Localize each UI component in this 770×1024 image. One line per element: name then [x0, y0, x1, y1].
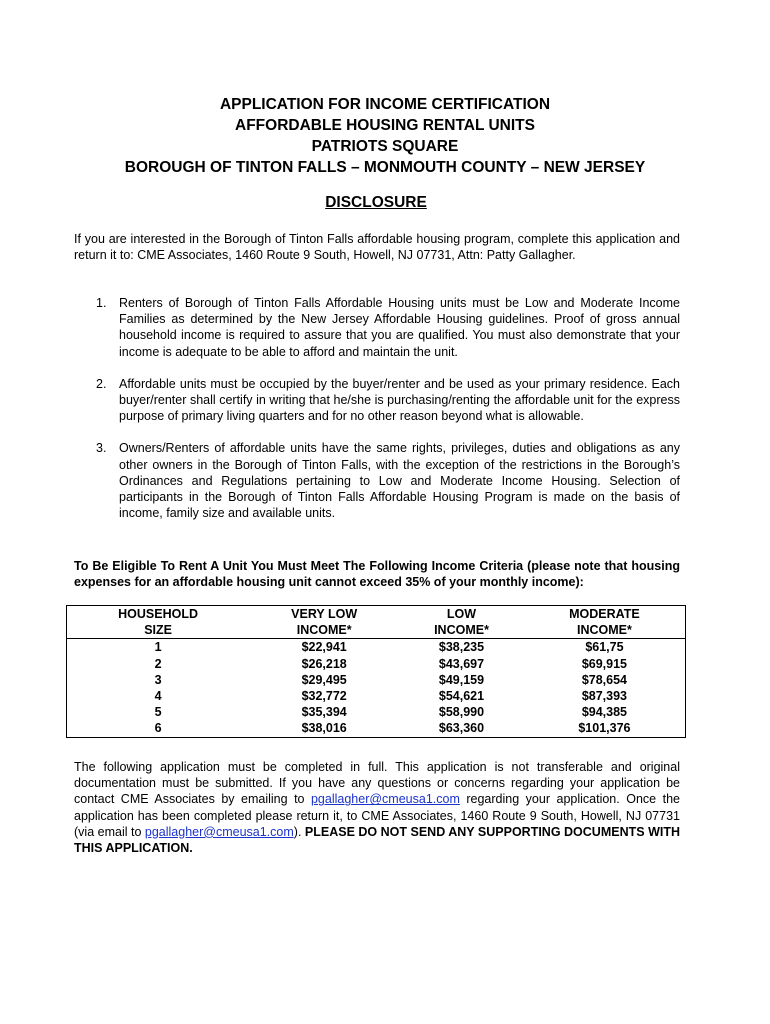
- table-row: [67, 672, 686, 688]
- list-item-number: 3.: [96, 441, 107, 456]
- closing-text-part2: regarding your application. Once the application has been completed please return it, to CME Associates, 1460 Route 9 South, Howell, NJ 07731 (via email to: [74, 792, 680, 839]
- table-cell: 1: [67, 639, 250, 656]
- list-item-number: 2.: [96, 376, 107, 391]
- table-cell: 4: [67, 688, 250, 704]
- table-row: [67, 688, 686, 704]
- table-cell: $22,941: [301, 640, 347, 655]
- table-cell: $87,393: [524, 688, 686, 704]
- table-cell: $101,376: [524, 720, 686, 737]
- header-low-income: LOW INCOME*: [399, 606, 524, 639]
- header-household-size: HOUSEHOLD SIZE: [67, 606, 250, 639]
- table-cell: $69,915: [524, 656, 686, 672]
- email-link[interactable]: pgallagher@cmeusa1.com: [310, 792, 460, 807]
- table-row: [67, 656, 686, 672]
- table-cell: 6: [67, 720, 250, 737]
- table-cell: $29,495: [301, 672, 347, 687]
- disclosure-heading: DISCLOSURE: [325, 194, 427, 211]
- list-item-text: Renters of Borough of Tinton Falls Affordable Housing units must be Low and Moderate Income Families as determined by the New Jersey Affordable Housing guidelines. Proof of gross annual household income is required to assure that you are qualified. You must also demonstrate that your income is adequate to be able to afford and maintain the unit.: [119, 296, 680, 359]
- table-row: [67, 704, 686, 720]
- header-very-low-income: VERY LOW INCOME*: [249, 606, 399, 639]
- closing-paragraph: [74, 759, 680, 856]
- table-header-row: [67, 606, 686, 639]
- header-moderate-income: MODERATE INCOME*: [524, 606, 686, 639]
- title-line-4: BOROUGH OF TINTON FALLS – MONMOUTH COUNTY – NEW JERSEY: [124, 159, 646, 176]
- income-criteria-note: To Be Eligible To Rent A Unit You Must Meet The Following Income Criteria (please note that housing expenses for an affordable housing unit cannot exceed 35% of your monthly income):: [74, 559, 680, 590]
- table-row: [67, 639, 686, 656]
- intro-paragraph: If you are interested in the Borough of Tinton Falls affordable housing program, complete this application and return it to: CME Associates, 1460 Route 9 South, Howell, NJ 07731, Attn: Patty Gallagher.: [74, 232, 680, 263]
- table-cell: 5: [67, 704, 250, 720]
- list-item: [74, 376, 680, 425]
- list-item: [74, 295, 680, 360]
- table-cell: $54,621: [438, 689, 485, 704]
- title-line-2: AFFORDABLE HOUSING RENTAL UNITS: [235, 117, 535, 134]
- list-item-number: 1.: [96, 296, 107, 310]
- document-title: [0, 94, 770, 178]
- closing-text-part1: The following application must be completed in full. This application is not transferable and original documentation must be submitted. If you have any questions or concerns regarding your application be contact CME Associates by emailing to: [74, 760, 680, 807]
- no-supporting-docs-notice: PLEASE DO NOT SEND ANY SUPPORTING DOCUMENTS WITH THIS APPLICATION.: [74, 824, 681, 856]
- table-cell: $94,385: [524, 704, 686, 720]
- table-cell: $61,75: [524, 639, 686, 656]
- table-cell: $63,360: [399, 720, 524, 737]
- email-link-return[interactable]: pgallagher@cmeusa1.com: [144, 824, 294, 839]
- table-cell: $49,159: [438, 672, 485, 687]
- table-cell: $58,990: [438, 705, 485, 720]
- disclosure-list: [74, 295, 680, 537]
- table-cell: $43,697: [438, 656, 485, 671]
- table-cell: 2: [67, 656, 250, 672]
- table-cell: $38,016: [249, 720, 399, 737]
- table-cell: $78,654: [524, 672, 686, 688]
- table-cell: 3: [67, 672, 250, 688]
- table-cell: $38,235: [438, 640, 485, 655]
- list-item: [74, 440, 680, 521]
- table-cell: $32,772: [301, 689, 347, 704]
- table-cell: $35,394: [301, 705, 347, 720]
- closing-text-part3: ).: [293, 824, 305, 839]
- title-line-1: APPLICATION FOR INCOME CERTIFICATION: [219, 96, 551, 113]
- list-item-text: Owners/Renters of affordable units have the same rights, privileges, duties and obligations as any other owners in the Borough of Tinton Falls, with the exception of the restrictions in the Borough’s Ordinances and Regulations pertaining to Low and Moderate Income Housing. Selection of participants in the Borough of Tinton Falls Affordable Housing Program is made on the basis of income, family size and available units.: [119, 441, 680, 521]
- income-limits-table: [66, 605, 686, 738]
- table-cell: $26,218: [301, 656, 347, 671]
- title-line-3: PATRIOTS SQUARE: [311, 138, 459, 155]
- table-row: [67, 720, 686, 737]
- list-item-text: Affordable units must be occupied by the buyer/renter and be used as your primary residence. Each buyer/renter shall certify in writing that he/she is purchasing/renting the affordable unit for the express purpose of primary living quarters and for no other reason beyond what is allowable.: [119, 376, 680, 424]
